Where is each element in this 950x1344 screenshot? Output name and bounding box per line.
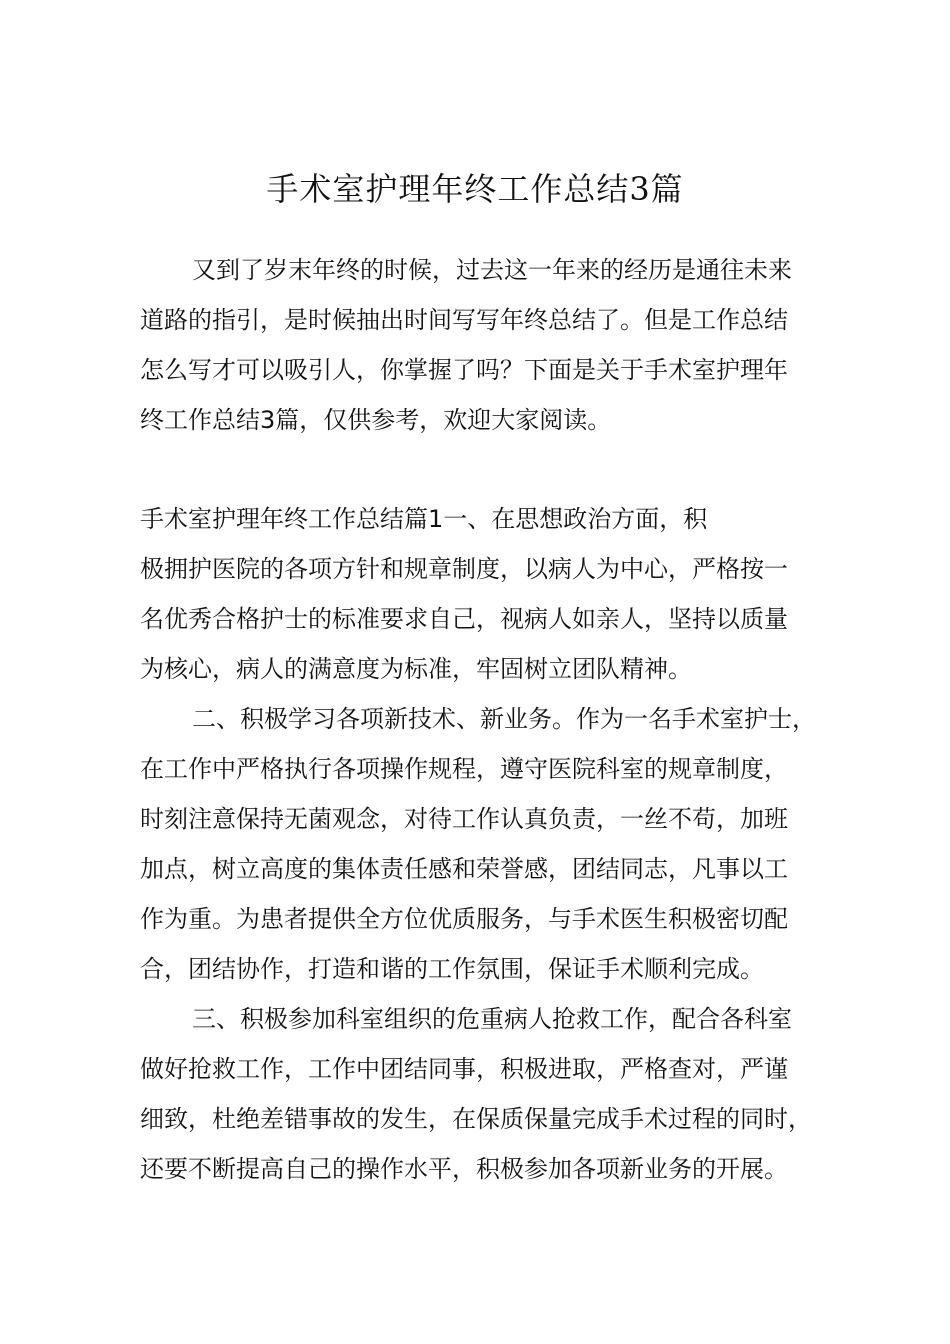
text-line: 还要不断提高自己的操作水平，积极参加各项新业务的开展。 [140, 1155, 788, 1183]
text-line: 做好抢救工作，工作中团结同事，积极进取，严格查对，严谨 [140, 1055, 788, 1083]
text-line: 名优秀合格护士的标准要求自己，视病人如亲人，坚持以质量 [140, 605, 788, 633]
section-one [140, 494, 820, 1194]
text-line: 作为重。为患者提供全方位优质服务，与手术医生积极密切配 [140, 905, 788, 933]
paragraph-start-line: 三、积极参加科室组织的危重病人抢救工作，配合各科室 [192, 1005, 792, 1033]
text-line: 为核心，病人的满意度为标准，牢固树立团队精神。 [140, 655, 692, 683]
text-line: 细致，杜绝差错事故的发生，在保质保量完成手术过程的同时， [140, 1105, 812, 1133]
paragraph-start-line: 二、积极学习各项新技术、新业务。作为一名手术室护士， [192, 705, 816, 733]
text-line: 时刻注意保持无菌观念，对待工作认真负责，一丝不苟，加班 [140, 805, 788, 833]
text-line: 在工作中严格执行各项操作规程，遵守医院科室的规章制度， [140, 755, 788, 783]
intro-paragraph [140, 245, 820, 445]
text-line: 终工作总结3篇，仅供参考，欢迎大家阅读。 [140, 406, 612, 434]
text-line: 道路的指引，是时候抽出时间写写年终总结了。但是工作总结 [140, 306, 788, 334]
document-title: 手术室护理年终工作总结3篇 [266, 170, 684, 208]
text-line: 又到了岁末年终的时候，过去这一年来的经历是通往未来 [192, 256, 792, 284]
text-line: 极拥护医院的各项方针和规章制度，以病人为中心，严格按一 [140, 555, 788, 583]
text-line: 怎么写才可以吸引人，你掌握了吗？下面是关于手术室护理年 [140, 356, 788, 384]
section-heading-line: 手术室护理年终工作总结篇1一、在思想政治方面，积 [140, 505, 708, 533]
text-line: 合，团结协作，打造和谐的工作氛围，保证手术顺利完成。 [140, 955, 764, 983]
text-line: 加点，树立高度的集体责任感和荣誉感，团结同志，凡事以工 [140, 855, 788, 883]
